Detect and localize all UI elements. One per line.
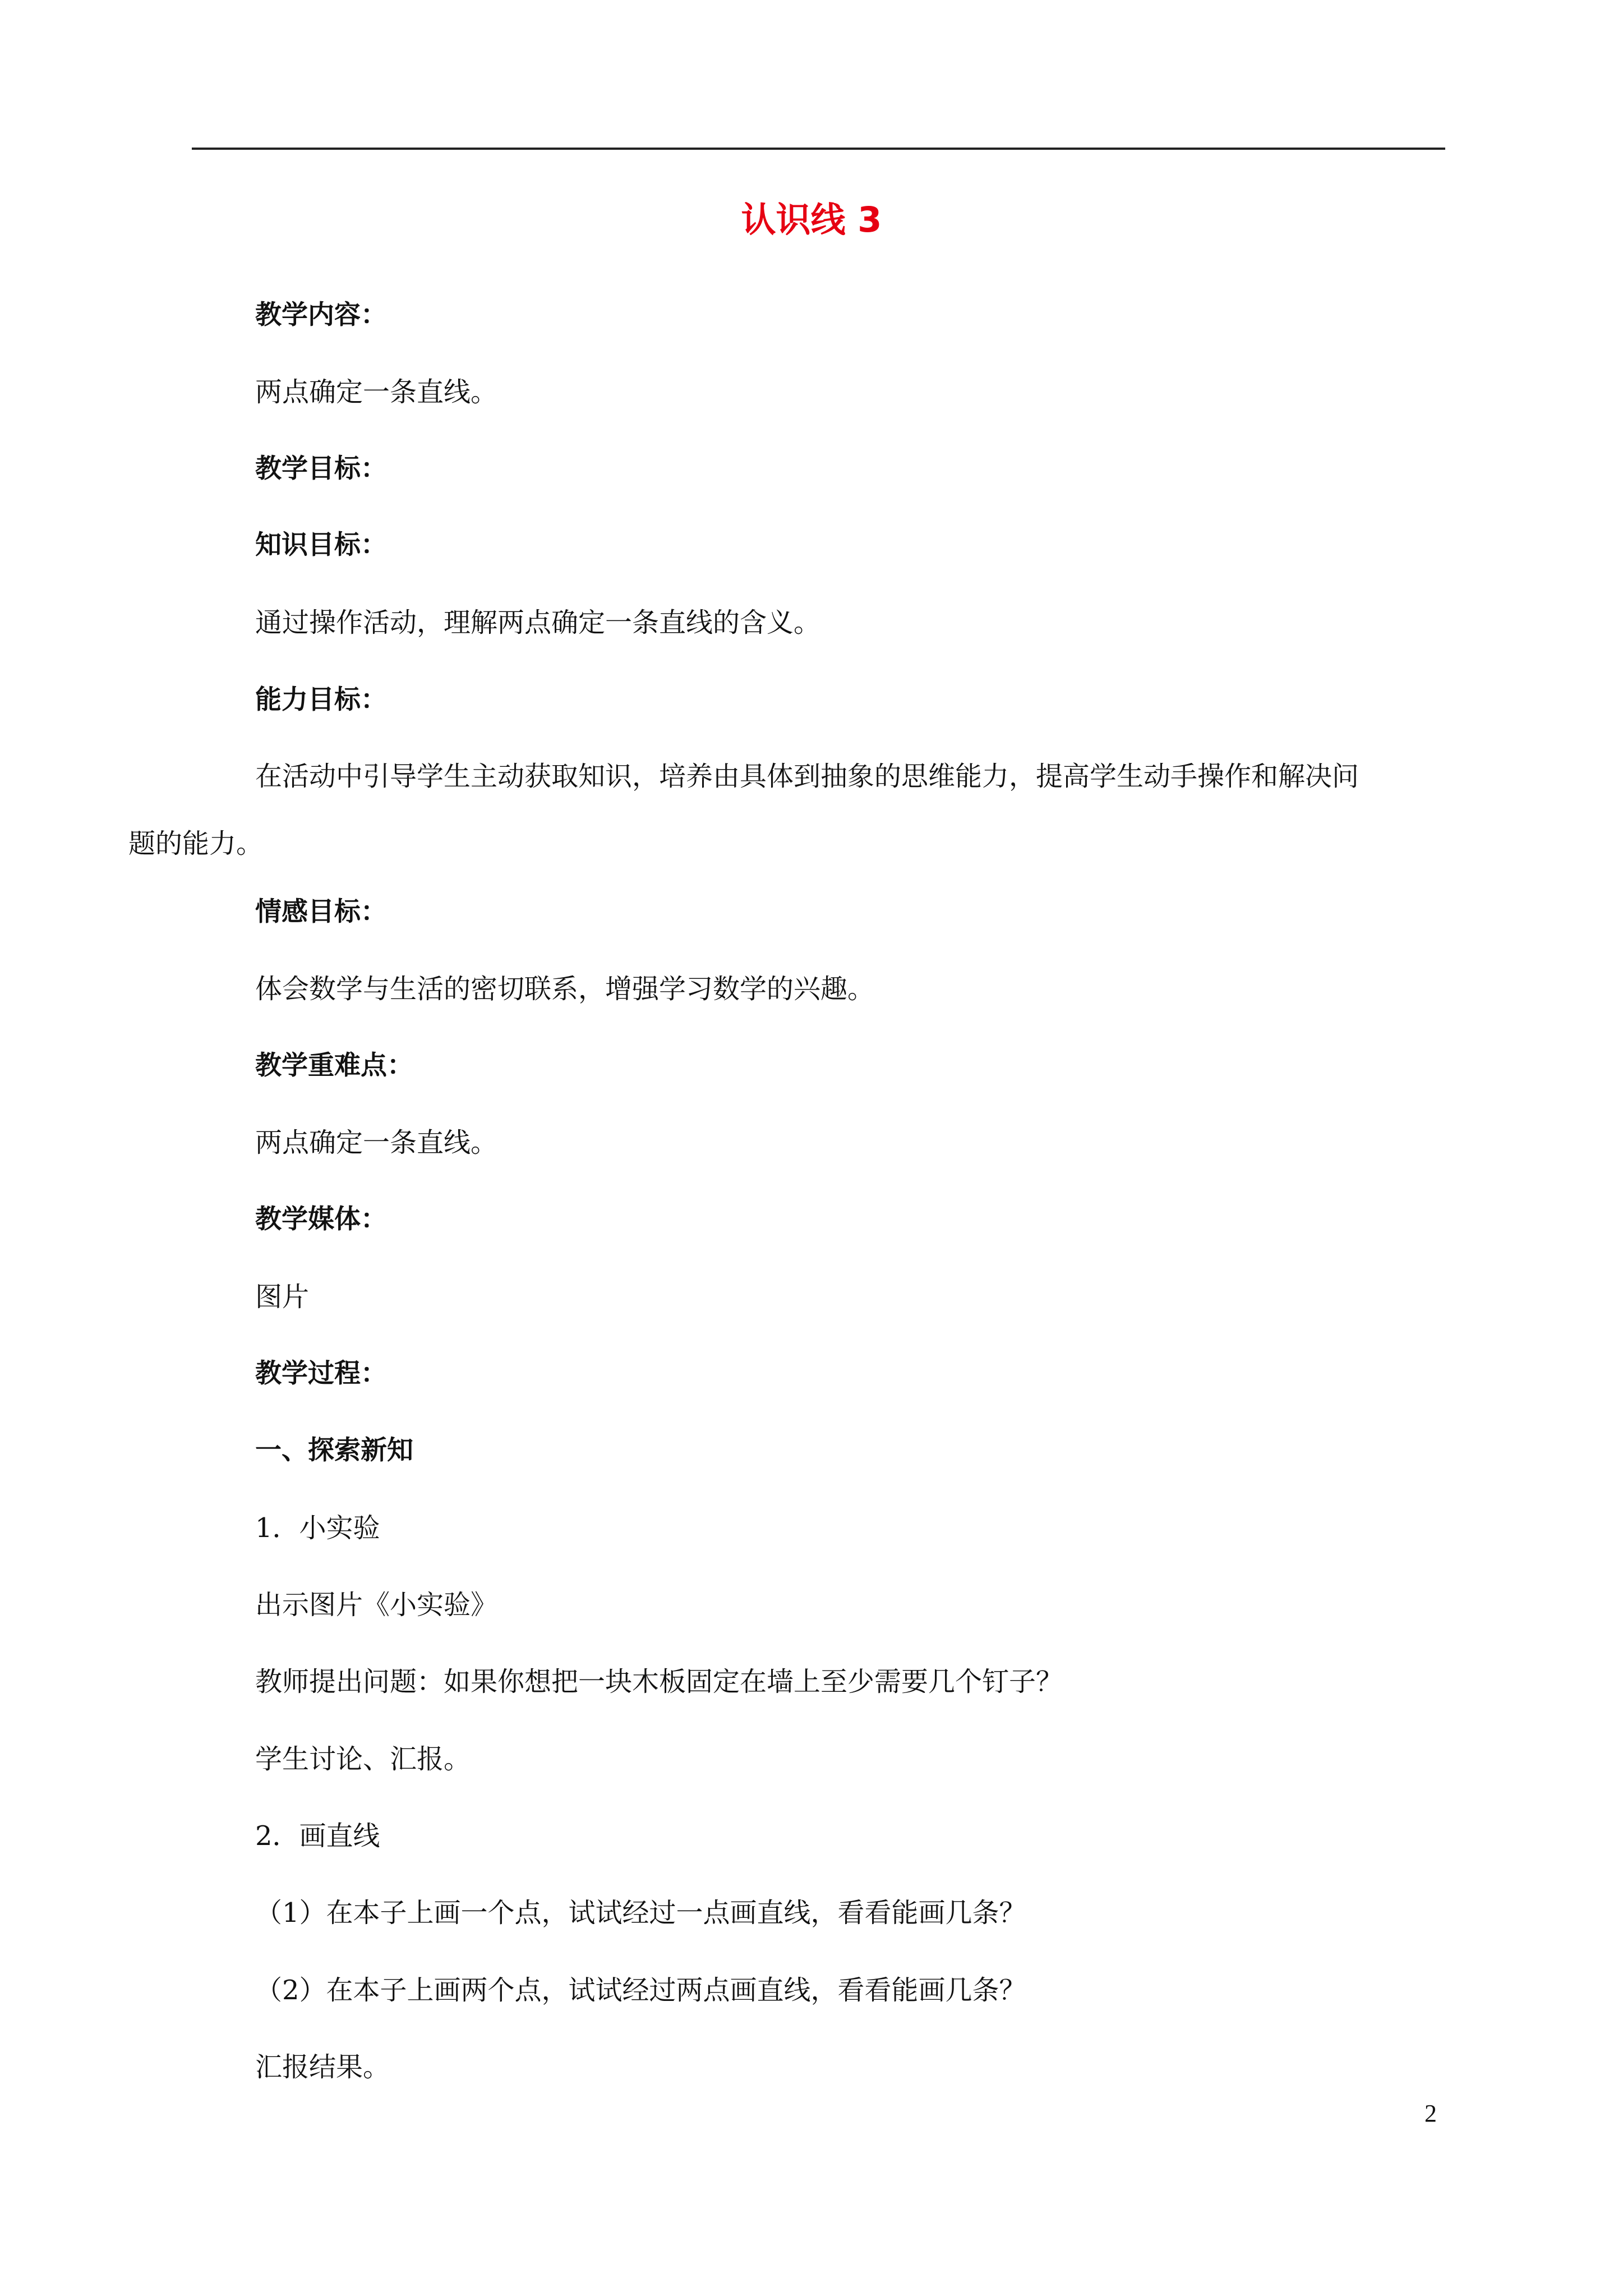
goals-heading: 教学目标：	[255, 453, 387, 484]
ability-goal-text-line1: 在活动中引导学生主动获取知识，培养由具体到抽象的思维能力，提高学生动手操作和解决问	[255, 761, 1359, 792]
keypoints-heading: 教学重难点：	[255, 1050, 413, 1081]
step2-item-1: （1）在本子上画一个点，试试经过一点画直线，看看能画几条？	[255, 1897, 1026, 1929]
knowledge-goal-text: 通过操作活动，理解两点确定一条直线的含义。	[255, 607, 821, 638]
content-heading: 教学内容：	[255, 300, 387, 330]
media-heading: 教学媒体：	[255, 1204, 387, 1235]
step1-show-picture: 出示图片《小实验》	[255, 1589, 498, 1621]
emotion-goal-text: 体会数学与生活的密切联系，增强学习数学的兴趣。	[255, 973, 875, 1005]
header-rule	[192, 148, 1445, 150]
process-heading: 教学过程：	[255, 1358, 387, 1389]
emotion-goal-heading: 情感目标：	[255, 896, 387, 927]
step1-title: 1．小实验	[255, 1512, 380, 1544]
page-number: 2	[1424, 2100, 1437, 2127]
ability-goal-text-line2: 题的能力。	[128, 828, 264, 859]
step2-title: 2．画直线	[255, 1820, 380, 1852]
step2-item-2: （2）在本子上画两个点，试试经过两点画直线，看看能画几条？	[255, 1975, 1026, 2006]
keypoints-text: 两点确定一条直线。	[255, 1127, 498, 1158]
step1-question: 教师提出问题：如果你想把一块木板固定在墙上至少需要几个钉子？	[255, 1666, 1063, 1697]
media-text: 图片	[255, 1281, 310, 1313]
step2-report: 汇报结果。	[255, 2051, 390, 2083]
document-title: 认识线 3	[741, 199, 882, 240]
ability-goal-paragraph	[128, 760, 1445, 861]
knowledge-goal-heading: 知识目标：	[255, 530, 387, 560]
content-text: 两点确定一条直线。	[255, 376, 498, 408]
step1-discuss: 学生讨论、汇报。	[255, 1743, 471, 1775]
ability-goal-heading: 能力目标：	[255, 684, 387, 715]
part1-heading: 一、探索新知	[255, 1435, 413, 1466]
